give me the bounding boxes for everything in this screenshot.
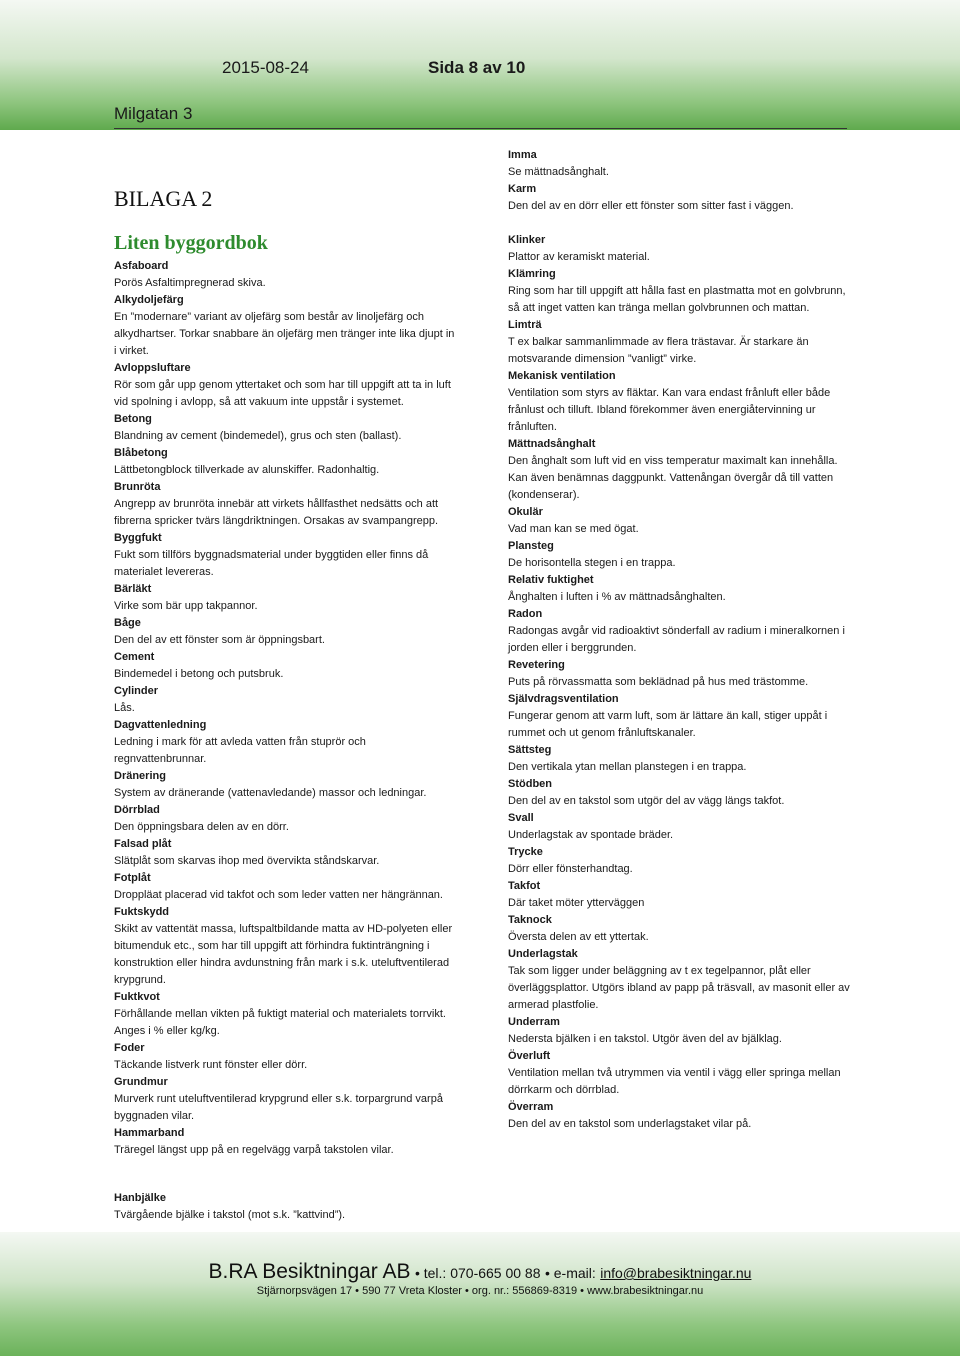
glossary-definition: Ventilation som styrs av fläktar. Kan vara endast frånluft eller både frånlust och tilluft. Ibland förekommer även energiåtervinning ur frånluften. bbox=[508, 387, 831, 433]
glossary-term: Mekanisk ventilation bbox=[508, 370, 616, 382]
glossary-term: Byggfukt bbox=[114, 532, 162, 544]
glossary-entry bbox=[508, 572, 853, 606]
glossary-term: Underram bbox=[508, 1016, 560, 1028]
glossary-term: Betong bbox=[114, 413, 152, 425]
glossary-definition: Rör som går upp genom yttertaket och som har till uppgift att ta in luft vid spolning i avlopp, så att vakuum inte uppstår i systemet. bbox=[114, 379, 451, 408]
glossary-entry bbox=[114, 683, 459, 717]
glossary-definition: Droppläat placerad vid takfot och som leder vatten ner hängrännan. bbox=[114, 889, 443, 901]
glossary-entry bbox=[114, 258, 459, 292]
glossary-term: Överram bbox=[508, 1101, 554, 1113]
glossary-term: Falsad plåt bbox=[114, 838, 172, 850]
glossary-entry bbox=[508, 946, 853, 1014]
glossary-term: Hanbjälke bbox=[114, 1192, 166, 1204]
glossary-entry bbox=[114, 530, 459, 581]
glossary-entry bbox=[114, 1125, 459, 1159]
glossary-definition: Virke som bär upp takpannor. bbox=[114, 600, 258, 612]
glossary-term: Plansteg bbox=[508, 540, 554, 552]
glossary-term: Fuktkvot bbox=[114, 991, 160, 1003]
glossary-term: Karm bbox=[508, 183, 537, 195]
glossary-entry bbox=[508, 912, 853, 946]
glossary-entry bbox=[114, 904, 459, 989]
glossary-term: Asfaboard bbox=[114, 260, 169, 272]
glossary-definition: Porös Asfaltimpregnerad skiva. bbox=[114, 277, 266, 289]
glossary-definition: Den vertikala ytan mellan planstegen i en trappa. bbox=[508, 761, 747, 773]
glossary-entry bbox=[508, 147, 853, 181]
glossary-entry bbox=[114, 1190, 459, 1224]
header-address: Milgatan 3 bbox=[114, 104, 193, 123]
glossary-definition: Ring som har till uppgift att hålla fast en plastmatta mot en golvbrunn, så att inget vatten kan tränga mellan golvbrunnen och mattan. bbox=[508, 285, 846, 314]
glossary-term: Relativ fuktighet bbox=[508, 574, 594, 586]
glossary-definition: Den del av en dörr eller ett fönster som sitter fast i väggen. bbox=[508, 200, 794, 212]
header-divider bbox=[114, 128, 847, 129]
glossary-entry bbox=[114, 581, 459, 615]
glossary-term: Radon bbox=[508, 608, 543, 620]
glossary-entry bbox=[114, 989, 459, 1040]
glossary-term: Limträ bbox=[508, 319, 542, 331]
appendix-heading: BILAGA 2 bbox=[114, 186, 213, 211]
glossary-entry bbox=[508, 538, 853, 572]
glossary-term: Takfot bbox=[508, 880, 541, 892]
glossary-definition: Dörr eller fönsterhandtag. bbox=[508, 863, 633, 875]
glossary-term: Fotplåt bbox=[114, 872, 151, 884]
glossary-term: Svall bbox=[508, 812, 534, 824]
footer-email-label: e-mail: bbox=[553, 1265, 596, 1281]
glossary-entry bbox=[508, 232, 853, 266]
glossary-entry bbox=[508, 606, 853, 657]
glossary-entry bbox=[508, 1048, 853, 1099]
glossary-definition: Där taket möter ytterväggen bbox=[508, 897, 645, 909]
glossary-definition: Översta delen av ett yttertak. bbox=[508, 931, 649, 943]
glossary-definition: Fukt som tillförs byggnadsmaterial under byggtiden eller finns då materialet levereras. bbox=[114, 549, 429, 578]
glossary-term: Trycke bbox=[508, 846, 543, 858]
glossary-term: Överluft bbox=[508, 1050, 551, 1062]
glossary-definition: Tak som ligger under beläggning av t ex tegelpannor, plåt eller överläggsplattor. Utgörs ibland av papp på träsvall, av masonit eller av armerad plastfolie. bbox=[508, 965, 850, 1011]
glossary-definition: Den del av en takstol som underlagstaket vilar på. bbox=[508, 1118, 752, 1130]
header-date: 2015-08-24 bbox=[222, 58, 309, 77]
glossary-term: Dagvattenledning bbox=[114, 719, 207, 731]
glossary-term: Grundmur bbox=[114, 1076, 168, 1088]
glossary-term: Självdragsventilation bbox=[508, 693, 619, 705]
glossary-term: Cement bbox=[114, 651, 155, 663]
glossary-entry bbox=[508, 878, 853, 912]
glossary-definition: Ventilation mellan två utrymmen via ventil i vägg eller springa mellan dörrkarm och dörrblad. bbox=[508, 1067, 841, 1096]
header-page-number: Sida 8 av 10 bbox=[428, 58, 526, 77]
glossary-term: Okulär bbox=[508, 506, 543, 518]
glossary-definition: Radongas avgår vid radioaktivt sönderfall av radium i mineralkornen i jorden eller i berggrunden. bbox=[508, 625, 845, 654]
glossary-definition: Ånghalten i luften i % av mättnadsånghalten. bbox=[508, 591, 726, 603]
glossary-entry bbox=[114, 1074, 459, 1125]
glossary-definition: Puts på rörvassmatta som beklädnad på hus med trästomme. bbox=[508, 676, 809, 688]
glossary-entry bbox=[114, 360, 459, 411]
glossary-entry bbox=[114, 445, 459, 479]
glossary-term: Hammarband bbox=[114, 1127, 185, 1139]
glossary-entry bbox=[508, 504, 853, 538]
glossary-entry bbox=[508, 368, 853, 436]
glossary-definition: T ex balkar sammanlimmade av flera trästavar. Är starkare än motsvarande dimension ”vanligt” virke. bbox=[508, 336, 809, 365]
glossary-entry bbox=[114, 292, 459, 360]
glossary-entry bbox=[508, 1099, 853, 1133]
glossary-entry bbox=[114, 717, 459, 768]
footer-address: Stjärnorpsvägen 17 • 590 77 Vreta Kloster • org. nr.: 556869-8319 • www.brabesiktningar.nu bbox=[256, 1285, 704, 1297]
glossary-entry bbox=[508, 266, 853, 317]
glossary-term: Taknock bbox=[508, 914, 552, 926]
glossary-term: Fuktskydd bbox=[114, 906, 170, 918]
glossary-definition: Se mättnadsånghalt. bbox=[508, 166, 609, 178]
glossary-term: Mättnadsånghalt bbox=[508, 438, 596, 450]
glossary-definition: Slätplåt som skarvas ihop med övervikta ståndskarvar. bbox=[114, 855, 380, 867]
glossary-term: Revetering bbox=[508, 659, 565, 671]
glossary-entry bbox=[508, 181, 853, 215]
footer-phone: tel.: 070-665 00 88 bbox=[423, 1265, 541, 1281]
glossary-definition: Lättbetongblock tillverkade av alunskiffer. Radonhaltig. bbox=[114, 464, 380, 476]
glossary-term: Imma bbox=[508, 149, 537, 161]
glossary-entry bbox=[508, 436, 853, 504]
glossary-term: Bärläkt bbox=[114, 583, 152, 595]
glossary-entry bbox=[114, 479, 459, 530]
glossary-definition: System av dränerande (vattenavledande) massor och ledningar. bbox=[114, 787, 427, 799]
glossary-definition: Blandning av cement (bindemedel), grus och sten (ballast). bbox=[114, 430, 402, 442]
glossary-term: Dränering bbox=[114, 770, 166, 782]
glossary-definition: Plattor av keramiskt material. bbox=[508, 251, 650, 263]
glossary-title: Liten byggordbok bbox=[114, 232, 268, 254]
glossary-term: Båge bbox=[114, 617, 141, 629]
glossary-term: Sättsteg bbox=[508, 744, 552, 756]
glossary-entry bbox=[114, 1040, 459, 1074]
footer-email-link[interactable]: info@brabesiktningar.nu bbox=[600, 1265, 752, 1281]
glossary-entry bbox=[114, 411, 459, 445]
glossary-right-column bbox=[508, 147, 853, 1133]
glossary-definition: Den öppningsbara delen av en dörr. bbox=[114, 821, 289, 833]
glossary-term: Blåbetong bbox=[114, 447, 168, 459]
glossary-definition: Förhållande mellan vikten på fuktigt material och materialets torrvikt. Anges i % eller kg/kg. bbox=[114, 1008, 446, 1037]
glossary-entry bbox=[508, 844, 853, 878]
glossary-entry bbox=[114, 870, 459, 904]
glossary-term: Brunröta bbox=[114, 481, 161, 493]
glossary-entry bbox=[508, 657, 853, 691]
glossary-definition: Ledning i mark för att avleda vatten från stuprör och regnvattenbrunnar. bbox=[114, 736, 366, 765]
glossary-entry bbox=[114, 802, 459, 836]
glossary-definition: Den del av ett fönster som är öppningsbart. bbox=[114, 634, 325, 646]
glossary-entry bbox=[508, 810, 853, 844]
glossary-definition: Bindemedel i betong och putsbruk. bbox=[114, 668, 284, 680]
glossary-definition: Murverk runt uteluftventilerad krypgrund eller s.k. torpargrund varpå byggnaden vilar. bbox=[114, 1093, 443, 1122]
footer-company: B.RA Besiktningar AB bbox=[208, 1260, 411, 1283]
glossary-term: Klinker bbox=[508, 234, 546, 246]
glossary-definition: Träregel längst upp på en regelvägg varpå takstolen vilar. bbox=[114, 1144, 394, 1156]
glossary-entry bbox=[508, 1014, 853, 1048]
glossary-term: Stödben bbox=[508, 778, 552, 790]
glossary-entry bbox=[508, 776, 853, 810]
glossary-entry bbox=[114, 836, 459, 870]
glossary-term: Alkydoljefärg bbox=[114, 294, 184, 306]
glossary-definition: Lås. bbox=[114, 702, 135, 714]
glossary-term: Dörrblad bbox=[114, 804, 160, 816]
glossary-definition: Underlagstak av spontade bräder. bbox=[508, 829, 674, 841]
glossary-definition: Den del av en takstol som utgör del av vägg längs takfot. bbox=[508, 795, 785, 807]
glossary-entry bbox=[114, 649, 459, 683]
spacer bbox=[508, 215, 853, 232]
glossary-entry bbox=[508, 317, 853, 368]
glossary-definition: Täckande listverk runt fönster eller dörr. bbox=[114, 1059, 308, 1071]
glossary-definition: En ”modernare” variant av oljefärg som består av linoljefärg och alkydhartser. Torkar snabbare än oljefärg men tränger inte lika djupt in i virket. bbox=[114, 311, 455, 357]
glossary-term: Cylinder bbox=[114, 685, 159, 697]
glossary-entry bbox=[114, 615, 459, 649]
glossary-definition: Fungerar genom att varm luft, som är lättare än kall, stiger uppåt i rummet och ut genom frånluftskanaler. bbox=[508, 710, 828, 739]
glossary-definition: Angrepp av brunröta innebär att virkets hållfasthet nedsätts och att fibrerna spricker tvärs längdriktningen. Orsakas av svampangrepp. bbox=[114, 498, 439, 527]
glossary-definition: Den ånghalt som luft vid en viss temperatur maximalt kan innehålla. Kan även benämnas daggpunkt. Vattenångan övergår då till vatten (kondenserar). bbox=[508, 455, 838, 501]
glossary-entry bbox=[508, 691, 853, 742]
glossary-entry bbox=[508, 742, 853, 776]
glossary-definition: Vad man kan se med ögat. bbox=[508, 523, 639, 535]
glossary-term: Avloppsluftare bbox=[114, 362, 191, 374]
glossary-definition: Tvärgående bjälke i takstol (mot s.k. ”kattvind”). bbox=[114, 1209, 346, 1221]
footer-contact-line: B.RA Besiktningar AB • tel.: 070-665 00 88 • e-mail: info@brabesiktningar.nu bbox=[208, 1260, 752, 1283]
glossary-definition: De horisontella stegen i en trappa. bbox=[508, 557, 676, 569]
glossary-left-column bbox=[114, 258, 459, 1159]
glossary-entry bbox=[114, 768, 459, 802]
glossary-term: Klämring bbox=[508, 268, 556, 280]
glossary-term: Underlagstak bbox=[508, 948, 578, 960]
glossary-term: Foder bbox=[114, 1042, 145, 1054]
glossary-definition: Nedersta bjälken i en takstol. Utgör även del av bjälklag. bbox=[508, 1033, 782, 1045]
glossary-definition: Skikt av vattentät massa, luftspaltbildande matta av HD-polyeten eller bitumenduk etc., som har till uppgift att förhindra fuktinträngning i konstruktion eller hindra avdunstning från mark i s.k. uteluftventilerad krypgrund. bbox=[114, 923, 453, 986]
